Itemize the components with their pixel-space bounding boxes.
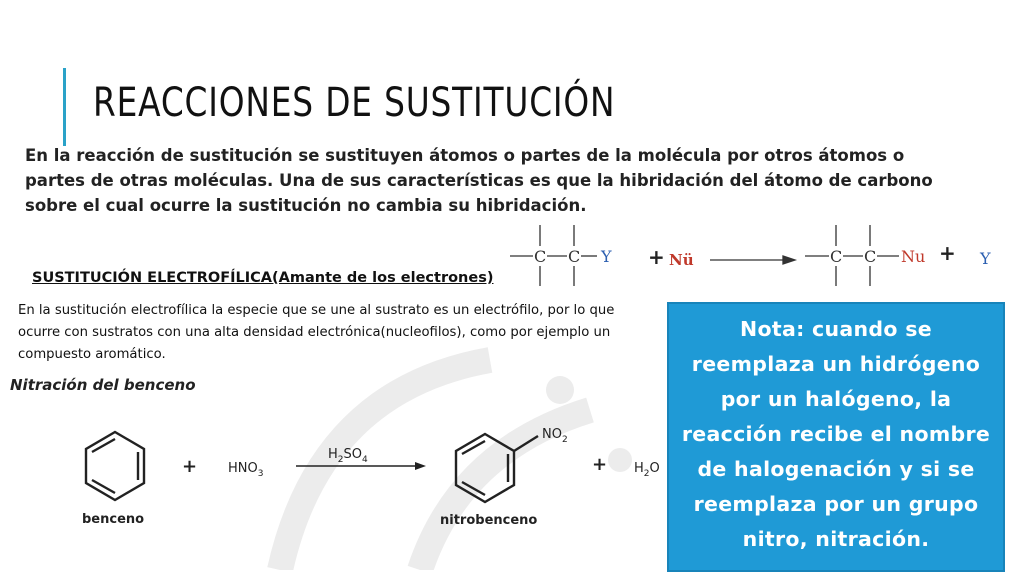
plus-sign-benz-2: +	[592, 454, 608, 475]
slide-title: REACCIONES DE SUSTITUCIÓN	[93, 80, 616, 126]
note-box	[667, 302, 1005, 572]
accent-line	[63, 68, 66, 146]
product-group: Nu	[901, 247, 926, 266]
leaving-group: Y	[601, 247, 612, 266]
plus-sign-2: +	[939, 241, 956, 265]
water: $H_2O$	[634, 461, 660, 479]
product-leaving-group: Y	[980, 249, 991, 268]
plus-sign-benz: +	[182, 456, 198, 477]
section-heading: SUSTITUCIÓN ELECTROFÍLICA(Amante de los electrones)	[32, 270, 494, 286]
nitro-group: $NO_2$	[542, 427, 568, 445]
benzene-ring-icon	[86, 432, 144, 500]
section-paragraph: En la sustitución electrofílica la especie que se une al sustrato es un electrófilo, por lo que ocurre con sustratos con una alta densidad electrónica(nucleofilos), como por ejemplo un compuesto aromático.	[18, 303, 615, 362]
carbon-1: C	[534, 247, 547, 266]
benzene-label: benceno	[82, 512, 145, 527]
carbon-2: C	[568, 247, 581, 266]
plus-sign: +	[648, 245, 665, 269]
intro-paragraph: En la reacción de sustitución se sustituyen átomos o partes de la molécula por otros átomos o partes de otras moléculas. Una de sus características es que la hibridación del átomo de carbono sobre el cual ocurre la sustitución no cambia su hibridación.	[25, 146, 933, 215]
nitration-title: Nitración del benceno	[10, 376, 196, 394]
product-carbon-2: C	[864, 247, 877, 266]
note-text: Nota: cuando se reemplaza un hidrógeno por un halógeno, la reacción recibe el nombre de halogenación y si se reemplaza por un grupo nitro, nitración.	[681, 317, 991, 551]
sulfuric-acid: $H_2SO_4$	[328, 447, 368, 465]
nitration-equation	[60, 410, 690, 535]
product-carbon-1: C	[830, 247, 843, 266]
nitrobenzene-ring-icon	[456, 434, 538, 502]
nitrobenzene-label: nitrobenceno	[440, 513, 538, 528]
nucleophile: Nü	[669, 251, 694, 269]
substitution-equation	[505, 220, 1005, 290]
nitric-acid: $HNO_3$	[228, 461, 264, 479]
